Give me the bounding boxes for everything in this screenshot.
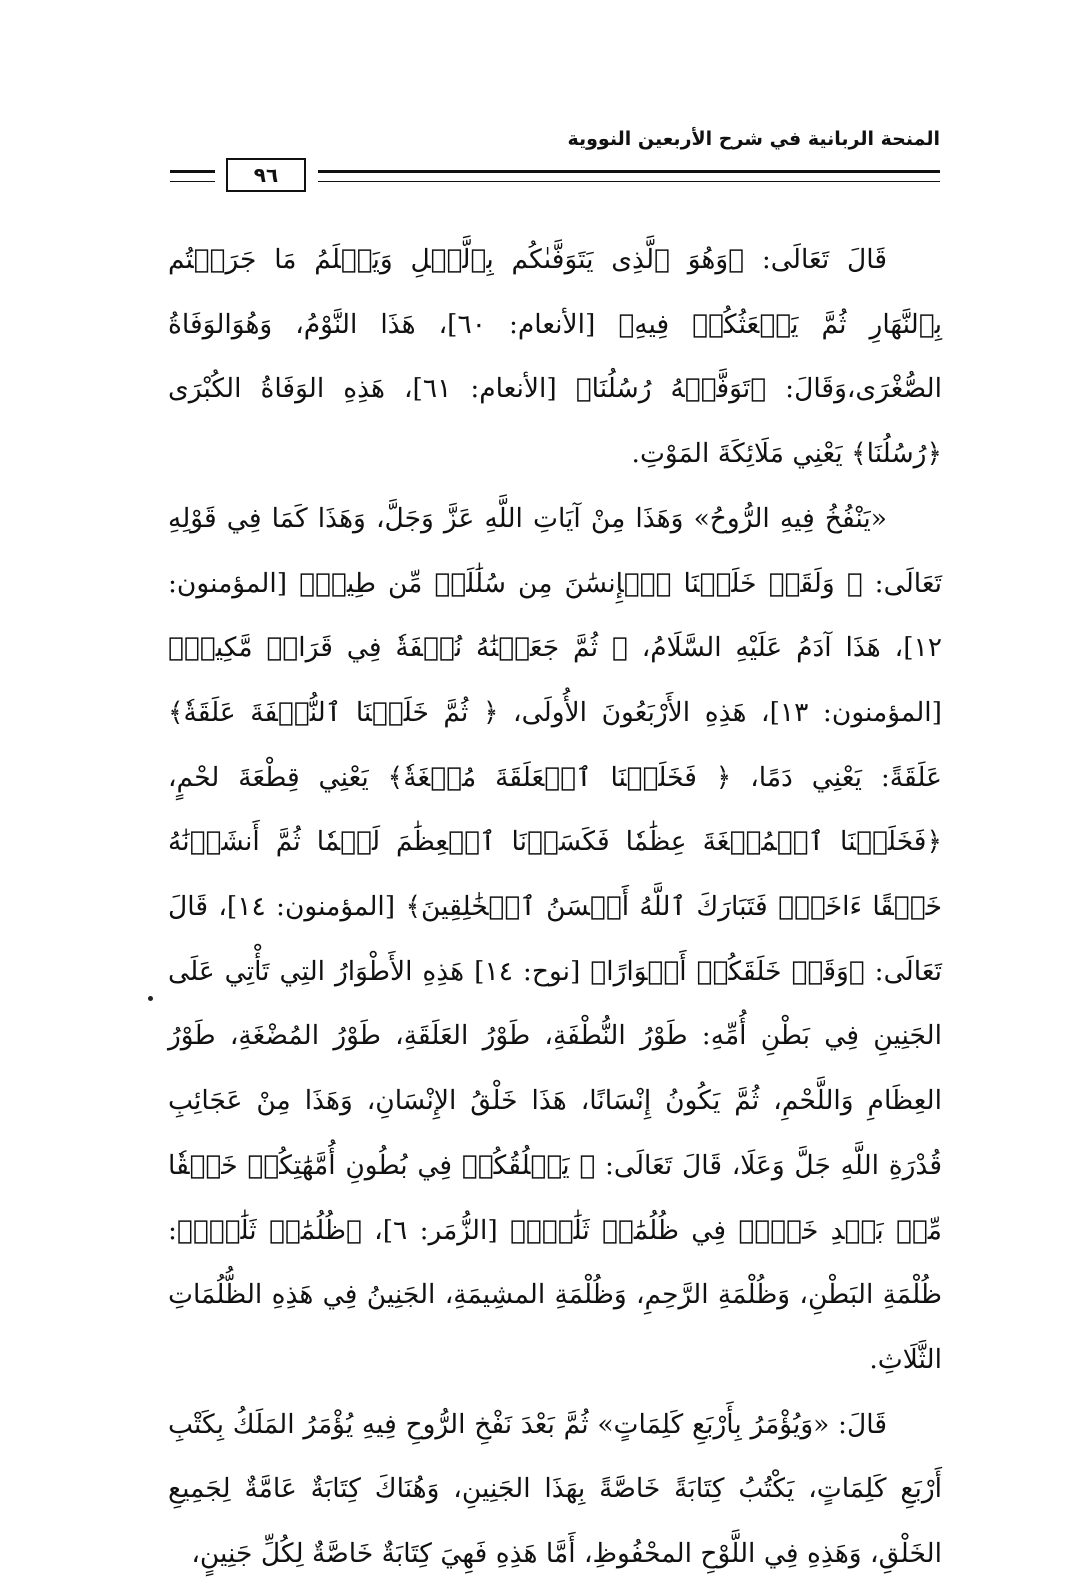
body-text: [168, 228, 942, 1587]
header-rule-short: [170, 170, 215, 182]
header-rule: [318, 170, 940, 182]
book-title: المنحة الربانية في شرح الأربعين النووية: [567, 128, 940, 150]
paragraph: قَالَ: «وَيُؤْمَرُ بِأَرْبَعِ كَلِمَاتٍ» ثُمَّ بَعْدَ نَفْخِ الرُّوحِ فِيهِ يُؤْمَرُ المَلَكُ بِكَتْبِ أَرْبَعِ كَلِمَاتٍ، يَكْتُبُ كِتَابَةً خَاصَّةً بِهَذَا الجَنِينِ، وَهُنَاكَ كِتَابَةٌ عَامَّةٌ لِجَمِيعِ الخَلْقِ، وَهَذِهِ فِي اللَّوْحِ المحْفُوظِ، أَمَّا هَذِهِ فَهِيَ كِتَابَةٌ خَاصَّةٌ لِكُلِّ جَنِينٍ،: [168, 1408, 942, 1570]
paragraph: قَالَ تَعَالَى: ﴿وَهُوَ ٱلَّذِى يَتَوَفَّىٰكُم بِٱلَّيۡلِ وَيَعۡلَمُ مَا جَرَحۡتُم بِٱلنَّهَارِ ثُمَّ يَبۡعَثُكُمۡ فِيهِ﴾ [الأنعام: ٦٠]، هَذَا النَّوْمُ، وَهُوَالوَفَاةُ الصُّغْرَى،وَقَالَ: ﴿تَوَفَّتۡهُ رُسُلُنَا﴾ [الأنعام: ٦١]، هَذِهِ الوَفَاةُ الكُبْرَى ﴿رُسُلُنَا﴾ يَعْنِي مَلَائِكَةَ المَوْتِ.: [168, 244, 942, 470]
page-number: ٩٦: [226, 158, 306, 192]
scan-dot: [148, 996, 153, 1001]
page-header: [170, 120, 940, 190]
paragraph: «يَنْفُخُ فِيهِ الرُّوحُ» وَهَذَا مِنْ آيَاتِ اللَّهِ عَزَّ وَجَلَّ، وَهَذَا كَمَا فِي قَوْلِهِ تَعَالَى: ﴿ وَلَقَدۡ خَلَقۡنَا ٱلۡإِنسَٰنَ مِن سُلَٰلَةٖ مِّن طِينٖ﴾ [المؤمنون: ١٢]، هَذَا آدَمُ عَلَيْهِ السَّلَامُ، ﴿ ثُمَّ جَعَلۡنَٰهُ نُطۡفَةٗ فِي قَرَارٖ مَّكِينٖ﴾ [المؤمنون: ١٣]، هَذِهِ الأَرْبَعُونَ الأُولَى، ﴿ ثُمَّ خَلَقۡنَا ٱلنُّطۡفَةَ عَلَقَةٗ﴾ عَلَقَةً: يَعْنِي دَمًا، ﴿ فَخَلَقۡنَا ٱلۡعَلَقَةَ مُضۡغَةٗ﴾ يَعْنِي قِطْعَةَ لحْمٍ، ﴿فَخَلَقۡنَا ٱلۡمُضۡغَةَ عِظَٰمٗا فَكَسَوۡنَا ٱلۡعِظَٰمَ لَحۡمٗا ثُمَّ أَنشَأۡنَٰهُ خَلۡقًا ءَاخَرَۚ فَتَبَارَكَ ٱللَّهُ أَحۡسَنُ ٱلۡخَٰلِقِينَ﴾ [المؤمنون: ١٤]، قَالَ تَعَالَى: ﴿وَقَدۡ خَلَقَكُمۡ أَطۡوَارًا﴾ [نوح: ١٤] هَذِهِ الأَطْوَارُ التِي تَأْتِي عَلَى الجَنِينِ فِي بَطْنِ أُمِّهِ: طَوْرُ النُّطْفَةِ، طَوْرُ العَلَقَةِ، طَوْرُ المُضْغَةِ، طَوْرُ العِظَامِ وَاللَّحْمِ، ثُمَّ يَكُونُ إِنْسَانًا، هَذَا خَلْقُ الإِنْسَانِ، وَهَذَا مِنْ عَجَائِبِ قُدْرَةِ اللَّهِ جَلَّ وَعَلَا، قَالَ تَعَالَى: ﴿ يَخۡلُقُكُمۡ فِي بُطُونِ أُمَّهَٰتِكُمۡ خَلۡقٗا مِّنۢ بَعۡدِ خَلۡقٖ فِي ظُلُمَٰتٖ ثَلَٰثٖۚ﴾ [الزُّمَر: ٦]، ﴿ظُلُمَٰتٖ ثَلَٰثٖۚ﴾: ظُلْمَةِ البَطْنِ، وَظُلْمَةِ الرَّحِمِ، وَظُلْمَةِ المشِيمَةِ، الجَنِينُ فِي هَذِهِ الظُّلُمَاتِ الثَّلَاثِ.: [168, 502, 942, 1375]
